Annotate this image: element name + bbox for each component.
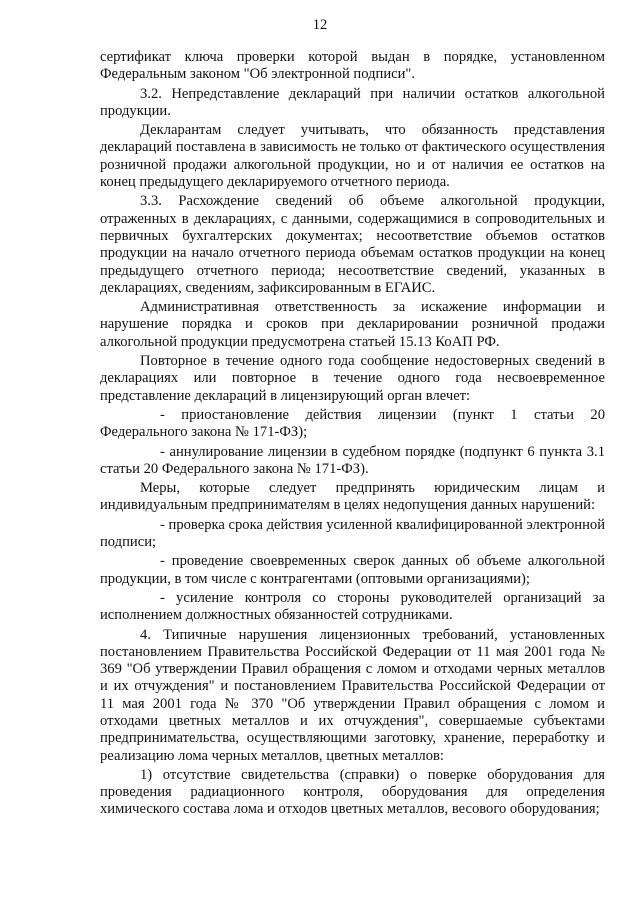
list-item-license-suspension: - приостановление действия лицензии (пункт 1 статьи 20 Федерального закона № 171-ФЗ); (100, 406, 605, 441)
list-item-license-cancellation: - аннулирование лицензии в судебном порядке (подпункт 6 пункта 3.1 статьи 20 Федерального закона № 171-ФЗ). (100, 443, 605, 477)
paragraph-prevention-measures: Меры, которые следует предпринять юридическим лицам и индивидуальным предпринимателям в целях недопущения данных нарушений: (100, 480, 605, 514)
paragraph-4-heading: 4. Типичные нарушения лицензионных требований, установленных постановлением Правительства Российской Федерации от 11 мая 2001 года № 369 "Об утверждении Правил обращения с ломом и отходами черных металлов и их отчуждения" и постановлением Правительства Российской Федерации от 11 мая 2001 года № 370 "Об утверждении Правил обращения с ломом и отходами цветных металлов и их отчуждения", совершаемые субъектами предпринимательства, осуществляющими заготовку, хранение, переработку и реализацию лома черных металлов, цветных металлов: (100, 626, 605, 764)
page-number: 12 (312, 17, 328, 33)
list-item-management-control: - усиление контроля со стороны руководителей организаций за исполнением должностных обязанностей сотрудниками. (100, 589, 605, 624)
document-body (100, 49, 605, 819)
list-item-data-reconciliation: - проведение своевременных сверок данных об объеме алкогольной продукции, в том числе с контрагентами (оптовыми организациями); (100, 553, 605, 587)
paragraph-repeated-violation: Повторное в течение одного года сообщение недостоверных сведений в декларациях или повторное в течение одного года несвоевременное представление деклараций в лицензирующий орган влечет: (100, 353, 605, 404)
paragraph-3-2-heading: 3.2. Непредставление деклараций при наличии остатков алкогольной продукции. (100, 85, 605, 119)
paragraph-declarants-note: Декларантам следует учитывать, что обязанность представления деклараций поставлена в зависимость не только от фактического осуществления розничной продажи алкогольной продукции, но и от наличия ее остатков на конец предыдущего декларируемого отчетного периода. (100, 122, 605, 191)
paragraph-3-3-heading: 3.3. Расхождение сведений об объеме алкогольной продукции, отраженных в декларациях, с данными, содержащимися в сопроводительных и первичных бухгалтерских документах; несоответствие объемов остатков продукции на начало отчетного периода объемам остатков продукции на конец предыдущего отчетного периода; несоответствие сведений, указанных в декларациях, сведениям, зафиксированным в ЕГАИС. (100, 193, 605, 296)
paragraph-administrative-liability: Административная ответственность за искажение информации и нарушение порядка и сроков при декларировании розничной продажи алкогольной продукции предусмотрена статьей 15.13 КоАП РФ. (100, 299, 605, 350)
list-item-signature-check: - проверка срока действия усиленной квалифицированной электронной подписи; (100, 516, 605, 551)
paragraph-continuation: сертификат ключа проверки которой выдан в порядке, установленном Федеральным законом "Об электронной подписи". (100, 49, 605, 83)
list-item-numbered-1: 1) отсутствие свидетельства (справки) о поверке оборудования для проведения радиационного контроля, оборудования для определения химического состава лома и отходов цветных металлов, весового оборудования; (100, 766, 605, 818)
